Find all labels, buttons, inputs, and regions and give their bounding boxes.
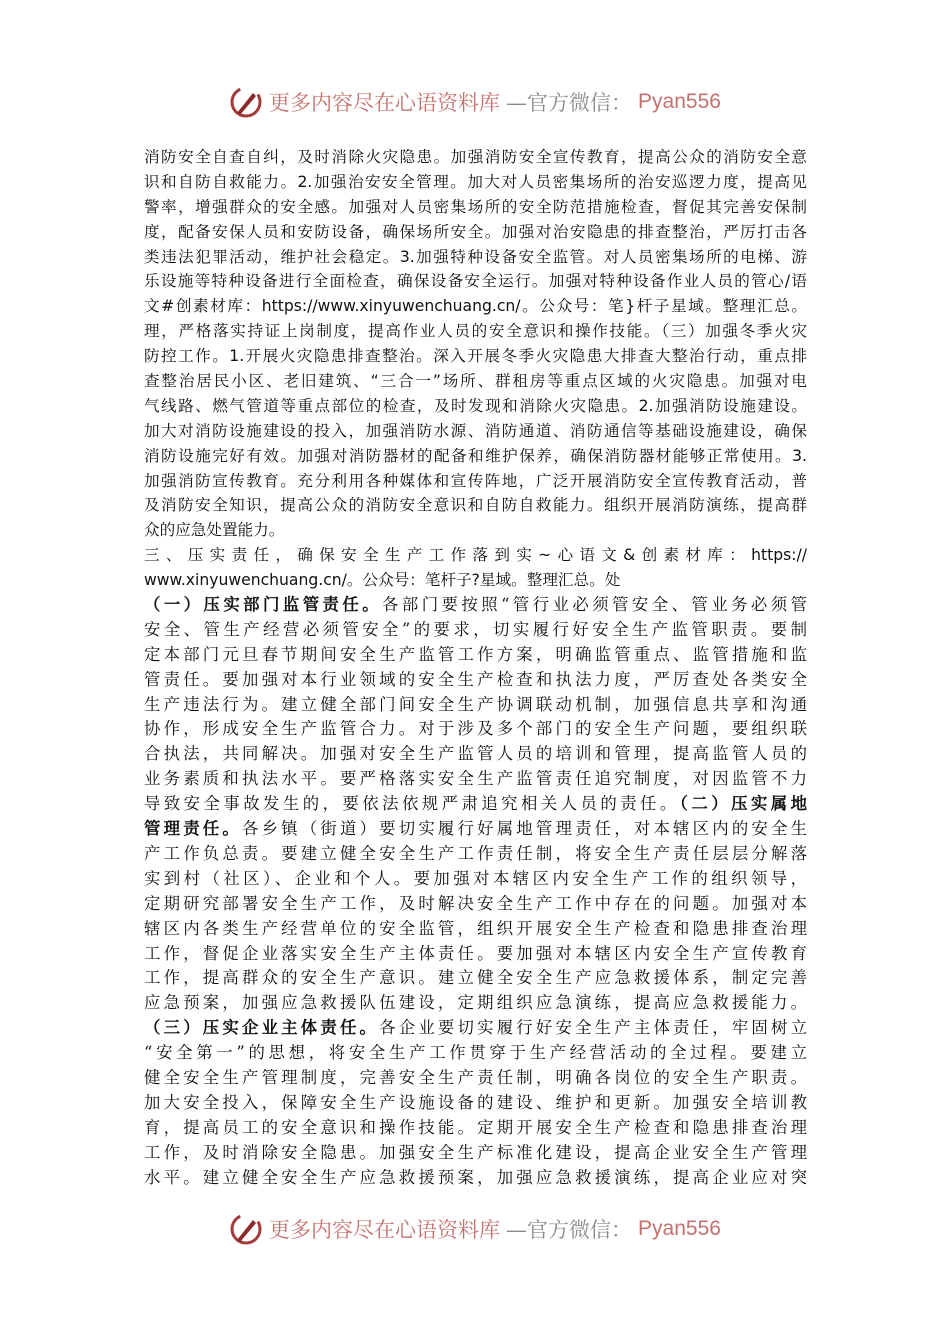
text-line <box>144 1041 807 1066</box>
text-run: www.xinyuwenchuang.cn/。公众号：笔杆子?星域。整理汇总。处 <box>144 571 621 590</box>
text-line <box>144 145 807 170</box>
text-line <box>144 966 807 991</box>
text-line <box>144 419 807 444</box>
pen-logo-icon <box>229 85 263 119</box>
text-run: 加强消防宣传教育。充分利用各种媒体和宣传阵地，广泛开展消防安全宣传教育活动，普 <box>144 471 807 490</box>
text-run: 气线路、燃气管道等重点部位的检查，及时发现和消除火灾隐患。2.加强消防设施建设。 <box>144 396 807 415</box>
text-line <box>144 643 807 668</box>
text-run: 警率，增强群众的安全感。加强对人员密集场所的安全防范措施检查，督促其完善安保制 <box>144 197 807 216</box>
text-line <box>144 518 807 543</box>
watermark-wechat-label: —官方微信： <box>506 91 633 115</box>
text-line <box>144 369 807 394</box>
text-line <box>144 1091 807 1116</box>
text-line <box>144 792 807 817</box>
bold-heading: （一）压实部门监管责任。 <box>144 595 383 615</box>
text-run: 辖区内各类生产经营单位的安全监管，组织开展安全生产检查和隐患排查治理 <box>144 918 807 938</box>
text-line <box>144 991 807 1016</box>
text-run: 导致安全事故发生的，要依法依规严肃追究相关人员的责任。 <box>144 794 680 814</box>
text-run: 合执法，共同解决。加强对安全生产监管人员的培训和管理，提高监管人员的 <box>144 744 807 764</box>
watermark-wechat-id: Pyan556 <box>638 1217 721 1240</box>
text-run: 文#创素材库：https://www.xinyuwenchuang.cn/。公众号：笔}杆子星域。整理汇总。 <box>144 297 807 316</box>
pen-logo-icon <box>229 1212 263 1246</box>
text-run: 度，配备安保人员和安防设备，确保场所安全。加强对治安隐患的排查整治，严厉打击各 <box>144 222 807 241</box>
text-line <box>144 593 807 618</box>
text-run: 生产违法行为。建立健全部门间安全生产协调联动机制，加强信息共享和沟通 <box>144 694 807 714</box>
text-line <box>144 245 807 270</box>
text-run: 各乡镇（街道）要切实履行好属地管理责任，对本辖区内的安全生 <box>241 819 808 839</box>
text-run: 水平。建立健全安全生产应急救援预案，加强应急救援演练，提高企业应对突 <box>144 1167 807 1187</box>
text-line <box>144 1166 807 1191</box>
text-run: 识和自防自救能力。2.加强治安安全管理。加大对人员密集场所的治安巡逻力度，提高见 <box>144 172 807 191</box>
text-line <box>144 1116 807 1141</box>
text-line <box>144 618 807 643</box>
text-run: 众的应急处置能力。 <box>144 521 285 540</box>
text-line <box>144 319 807 344</box>
text-run: 各部门要按照“管行业必须管安全、管业务必须管 <box>382 595 807 615</box>
text-run: 协作，形成安全生产监管合力。对于涉及多个部门的安全生产问题，要组织联 <box>144 719 807 739</box>
bold-heading: （二）压实属地 <box>679 794 807 814</box>
text-run: 定本部门元旦春节期间安全生产监管工作方案，明确监管重点、监管措施和监 <box>144 644 807 664</box>
text-run: 应急预案，加强应急救援队伍建设，定期组织应急演练，提高应急救援能力。 <box>144 993 807 1013</box>
text-line <box>144 917 807 942</box>
text-run: 健全安全生产管理制度，完善安全生产责任制，明确各岗位的安全生产职责。 <box>144 1067 807 1087</box>
text-run: 乐设施等特种设备进行全面检查，确保设备安全运行。加强对特种设备作业人员的管心/语 <box>144 272 807 291</box>
text-line <box>144 717 807 742</box>
text-line <box>144 469 807 494</box>
text-run: 及消防安全知识，提高公众的消防安全意识和自防自救能力。组织开展消防演练，提高群 <box>144 496 807 515</box>
text-line <box>144 294 807 319</box>
text-line <box>144 1066 807 1091</box>
text-run: 加大安全投入，保障安全生产设施设备的建设、维护和更新。加强安全培训教 <box>144 1092 807 1112</box>
text-line <box>144 269 807 294</box>
document-body <box>144 145 807 1190</box>
text-run: 实到村（社区）、企业和个人。要加强对本辖区内安全生产工作的组织领导， <box>144 868 807 888</box>
text-line <box>144 767 807 792</box>
text-run: 定期研究部署安全生产工作，及时解决安全生产工作中存在的问题。加强对本 <box>144 893 807 913</box>
text-line <box>144 693 807 718</box>
bold-heading: 管理责任。 <box>144 819 242 839</box>
text-run: 业务素质和执法水平。要严格落实安全生产监管责任追究制度，对因监管不力 <box>144 769 807 789</box>
text-line <box>144 842 807 867</box>
text-run: 工作，提高群众的安全生产意识。建立健全安全生产应急救援体系，制定完善 <box>144 968 807 988</box>
text-line <box>144 942 807 967</box>
text-line <box>144 817 807 842</box>
text-run: 管责任。要加强对本行业领域的安全生产检查和执法力度，严厉查处各类安全 <box>144 669 807 689</box>
text-line <box>144 493 807 518</box>
text-line <box>144 195 807 220</box>
text-line <box>144 543 807 568</box>
watermark-header <box>0 85 950 119</box>
text-run: 各企业要切实履行好安全生产主体责任，牢固树立 <box>379 1018 808 1038</box>
watermark-text: 更多内容尽在心语资料库 <box>269 1218 501 1242</box>
text-run: 加大对消防设施建设的投入，加强消防水源、消防通道、消防通信等基础设施建设，确保 <box>144 421 807 440</box>
text-run: 消防设施完好有效。加强对消防器材的配备和维护保养，确保消防器材能够正常使用。3. <box>144 446 807 465</box>
text-line <box>144 1141 807 1166</box>
text-line <box>144 568 807 593</box>
text-line <box>144 394 807 419</box>
text-run: 类违法犯罪活动，维护社会稳定。3.加强特种设备安全监管。对人员密集场所的电梯、游 <box>144 247 807 266</box>
text-run: 防控工作。1.开展火灾隐患排查整治。深入开展冬季火灾隐患大排查大整治行动，重点排 <box>144 347 807 366</box>
text-line <box>144 444 807 469</box>
text-line <box>144 742 807 767</box>
watermark-wechat-label: —官方微信： <box>506 1218 633 1242</box>
text-line <box>144 892 807 917</box>
watermark-text: 更多内容尽在心语资料库 <box>269 91 501 115</box>
text-line <box>144 344 807 369</box>
text-line <box>144 170 807 195</box>
watermark-footer <box>0 1212 950 1246</box>
section-fire-safety <box>144 145 807 593</box>
bold-heading: （三）压实企业主体责任。 <box>144 1018 380 1038</box>
watermark-wechat-id: Pyan556 <box>638 90 721 113</box>
text-run: 消防安全自查自纠，及时消除火灾隐患。加强消防安全宣传教育，提高公众的消防安全意 <box>144 148 807 166</box>
text-run: 查整治居民小区、老旧建筑、“三合一”场所、群租房等重点区域的火灾隐患。加强对电 <box>144 372 807 391</box>
text-run: 工作，督促企业落实安全生产主体责任。要加强对本辖区内安全生产宣传教育 <box>144 943 807 963</box>
text-run: 三、压实责任，确保安全生产工作落到实~心语文&创素材库：https:// <box>144 546 807 565</box>
text-run: 工作，及时消除安全隐患。加强安全生产标准化建设，提高企业安全生产管理 <box>144 1142 807 1162</box>
text-run: 育，提高员工的安全意识和操作技能。定期开展安全生产检查和隐患排查治理 <box>144 1117 807 1137</box>
text-run: 理，严格落实持证上岗制度，提高作业人员的安全意识和操作技能。（三）加强冬季火灾 <box>144 322 807 341</box>
text-line <box>144 867 807 892</box>
text-run: 安全、管生产经营必须管安全”的要求，切实履行好安全生产监管职责。要制 <box>144 619 807 639</box>
text-line <box>144 1016 807 1041</box>
text-run: 产工作负总责。要建立健全安全生产工作责任制，将安全生产责任层层分解落 <box>144 843 807 863</box>
text-line <box>144 220 807 245</box>
text-run: “安全第一”的思想，将安全生产工作贯穿于生产经营活动的全过程。要建立 <box>144 1043 807 1063</box>
section-responsibility <box>144 593 807 1190</box>
text-line <box>144 668 807 693</box>
